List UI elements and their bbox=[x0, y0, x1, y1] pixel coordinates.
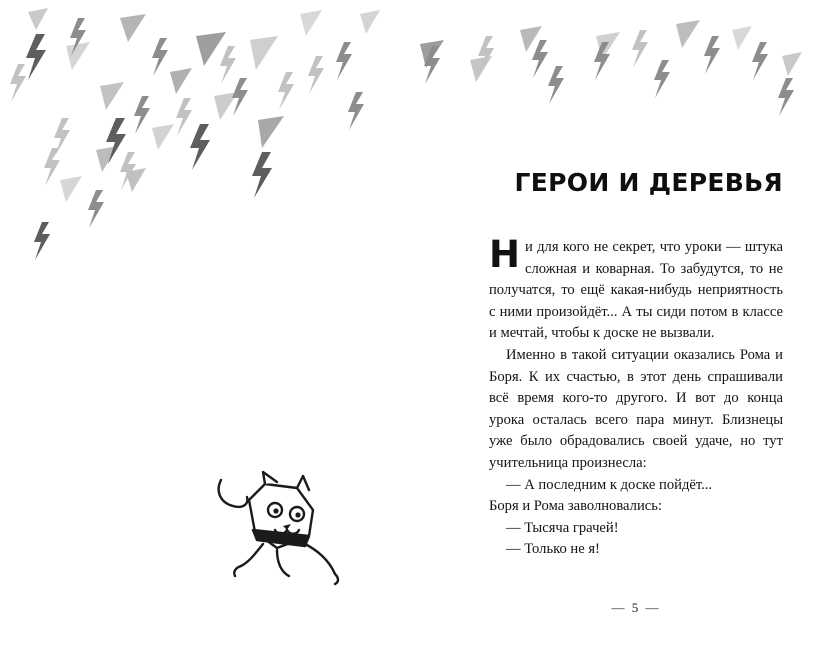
dialogue-line: — Только не я! bbox=[506, 541, 600, 558]
drop-cap: Н bbox=[489, 233, 520, 276]
page-number: — 5 — bbox=[611, 600, 661, 615]
paragraph-text: Именно в такой ситуации оказались Рома и Боря. К их счастью, в этот день спрашивали всё время кого-то другого. И вот до конца урока осталась всего пара минут. Близнецы уже было обрадовались своей удаче, но тут учительница произнесла: bbox=[489, 346, 783, 471]
dialogue-line: — А последним к доске пойдёт... bbox=[506, 476, 713, 493]
chapter-title: ГЕРОИ И ДЕРЕВЬЯ bbox=[514, 168, 783, 197]
paragraph-text: и для кого не секрет, что уроки — штука сложная и коварная. То забудутся, то не получатся, то ещё какая-нибудь неприятность с ними произойдёт... А ты сиди потом в классе и мечтай, чтобы к доске не вызвали. bbox=[489, 239, 783, 342]
text-column bbox=[489, 168, 783, 561]
cartoon-cat-illustration bbox=[205, 470, 375, 600]
dialogue-line: — Тысяча грачей! bbox=[506, 519, 619, 536]
paragraph-text: Боря и Рома заволновались: bbox=[489, 498, 662, 515]
paragraph-first bbox=[489, 233, 783, 345]
chapter-body bbox=[489, 233, 783, 561]
